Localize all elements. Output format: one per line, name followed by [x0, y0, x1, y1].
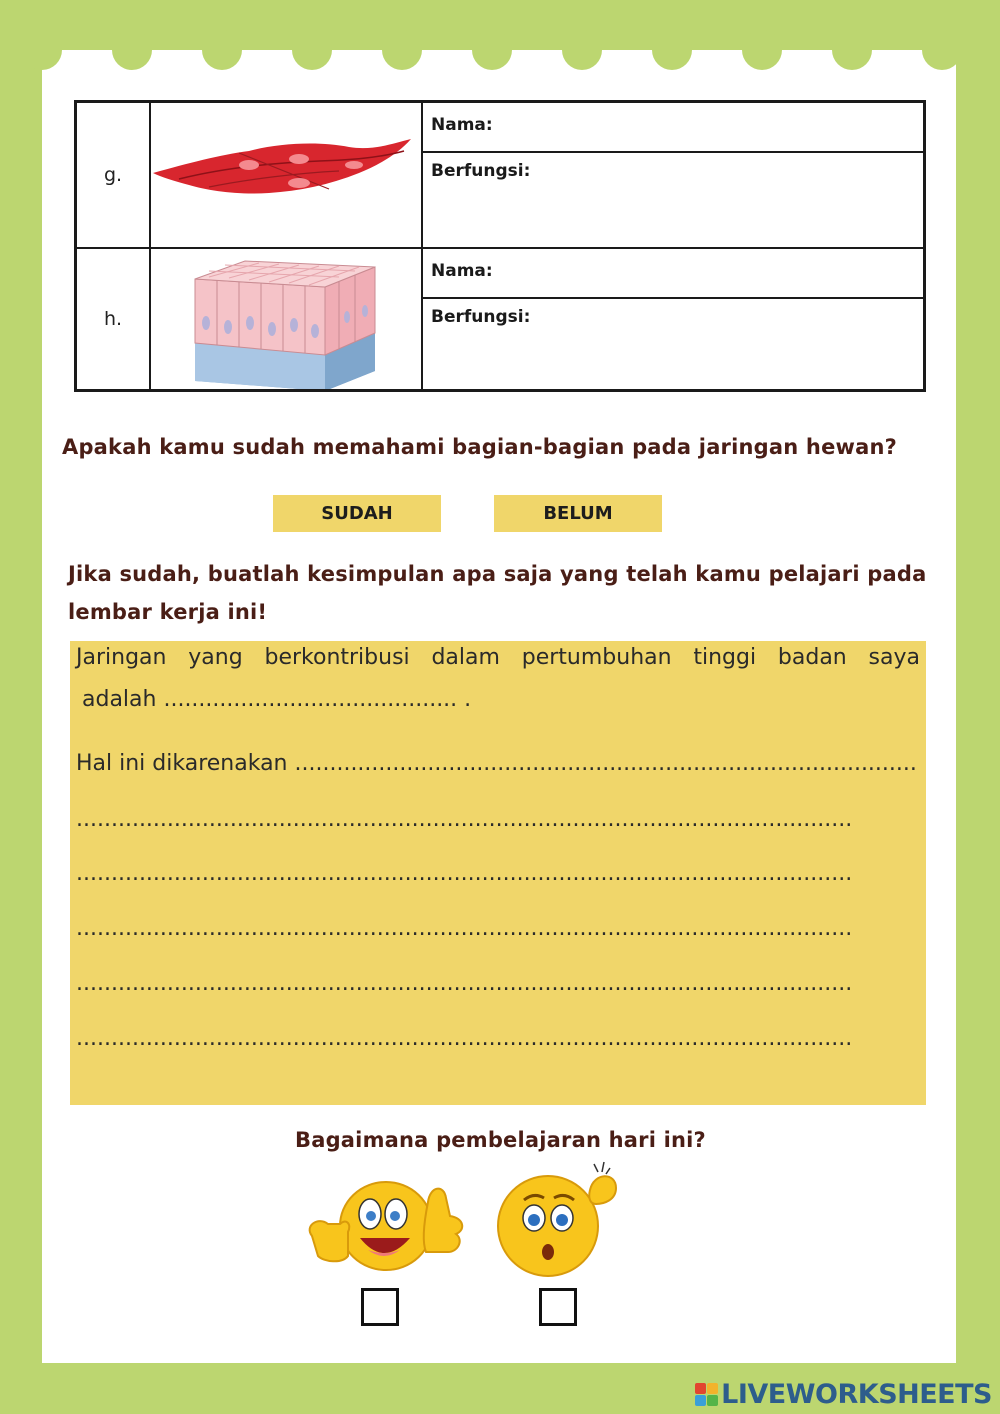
logo-text: LIVEWORKSHEETS — [721, 1379, 992, 1410]
sudah-button[interactable]: SUDAH — [273, 495, 441, 532]
answer-line[interactable]: Hal ini dikarenakan ......................................................................................... — [76, 751, 917, 776]
scallop-decoration — [742, 30, 782, 70]
worksheet-page — [42, 50, 956, 1363]
logo-square — [695, 1383, 706, 1394]
confused-emoji-icon — [494, 1160, 624, 1288]
happy-checkbox[interactable] — [361, 1288, 399, 1326]
scallop-decoration — [382, 30, 422, 70]
scallop-decoration — [472, 30, 512, 70]
answer-dotted-line[interactable]: ............................................................................................................... — [76, 1026, 853, 1051]
scallop-decoration — [832, 30, 872, 70]
logo-square — [707, 1383, 718, 1394]
berfungsi-field[interactable]: Berfungsi: — [431, 307, 531, 327]
logo-mark-icon — [695, 1383, 718, 1406]
scallop-decoration — [202, 30, 242, 70]
epithelium-image — [149, 249, 423, 389]
answer-line: Jaringan yang berkontribusi dalam pertumbuhan tinggi badan saya — [76, 645, 920, 670]
scallop-decoration — [112, 30, 152, 70]
question-conclusion: Jika sudah, buatlah kesimpulan apa saja yang telah kamu pelajari pada lembar kerja ini! — [68, 562, 927, 624]
answer-dotted-line[interactable]: ............................................................................................................... — [76, 807, 853, 832]
conclusion-answer-box[interactable] — [70, 641, 926, 1105]
thumbs-up-emoji-icon — [304, 1172, 469, 1286]
logo-square — [695, 1395, 706, 1406]
row-letter: g. — [77, 103, 151, 247]
liveworksheets-logo — [695, 1379, 992, 1410]
scallop-decoration — [22, 30, 62, 70]
answer-dotted-line[interactable]: ............................................................................................................... — [76, 971, 853, 996]
nama-field[interactable]: Nama: — [421, 103, 923, 153]
tissue-table — [74, 100, 926, 392]
scallop-decoration — [562, 30, 602, 70]
answer-dotted-line[interactable]: ............................................................................................................... — [76, 861, 853, 886]
table-row — [77, 103, 923, 249]
table-row — [77, 249, 923, 389]
logo-square — [707, 1395, 718, 1406]
answer-dotted-line[interactable]: ............................................................................................................... — [76, 916, 853, 941]
answer-line[interactable]: adalah .......................................... . — [82, 687, 472, 712]
question-feedback: Bagaimana pembelajaran hari ini? — [295, 1128, 706, 1152]
smooth-muscle-image — [149, 103, 423, 247]
question-understanding: Apakah kamu sudah memahami bagian-bagian pada jaringan hewan? — [62, 435, 898, 459]
nama-field[interactable]: Nama: — [421, 249, 923, 299]
scallop-decoration — [922, 30, 962, 70]
belum-button[interactable]: BELUM — [494, 495, 662, 532]
scallop-decoration — [652, 30, 692, 70]
confused-checkbox[interactable] — [539, 1288, 577, 1326]
berfungsi-field[interactable]: Berfungsi: — [431, 161, 531, 181]
scallop-decoration — [292, 30, 332, 70]
row-letter: h. — [77, 249, 151, 389]
